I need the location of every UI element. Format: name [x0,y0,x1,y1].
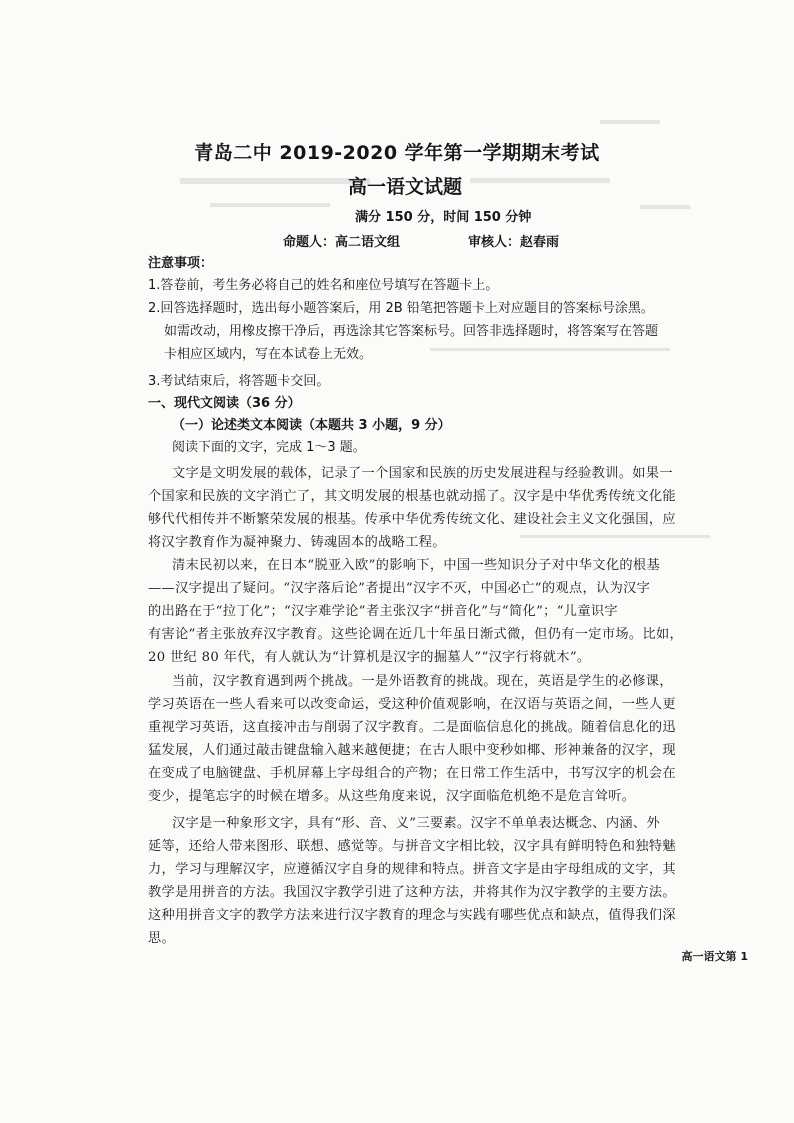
passage-line: 这种用拼音文字的教学方法来进行汉字教育的理念与实践有哪些优点和缺点，值得我们深 [148,908,676,923]
passage-line: 将汉字教育作为凝神聚力、铸魂固本的战略工程。 [148,535,446,550]
passage-line: 个国家和民族的文字消亡了，其文明发展的根基也就动摇了。汉字是中华优秀传统文化能 [148,489,676,504]
passage-line: 汉字是一种象形文字，具有“形、音、义”三要素。汉字不单单表达概念、内涵、外 [172,816,660,831]
page-footer: 高一语文第 1 [681,950,748,963]
scan-noise [600,120,660,124]
setter: 命题人：高二语文组 [283,235,401,250]
passage-line: 清末民初以来，在日本“脱亚入欧”的影响下，中国一些知识分子对中华文化的根基 [172,558,660,573]
passage-line: 的出路在于“拉丁化”；“汉字难学论”者主张汉字“拼音化”与“简化”；“儿童识字 [148,604,618,619]
passage-line: 20 世纪 80 年代，有人就认为“计算机是汉字的掘墓人”“汉字行将就木”。 [148,650,591,665]
notice-item: 卡相应区域内，写在本试卷上无效。 [164,347,373,362]
passage-line: 学习英语在一些人看来可以改变命运，受这种价值观影响，在汉语与英语之间，一些人更 [148,697,676,712]
passage-line: 在变成了电脑键盘、手机屏幕上字母组合的产物；在日常工作生活中，书写汉字的机会在 [148,766,676,781]
passage-line: 变少，提笔忘字的时候在增多。从这些角度来说，汉字面临危机绝不是危言耸听。 [148,789,636,804]
passage-line: 有害论”者主张放弃汉字教育。这些论调在近几十年虽日渐式微，但仍有一定市场。比如， [148,627,684,642]
notice-item: 如需改动，用橡皮擦干净后，再选涂其它答案标号。回答非选择题时，将答案写在答题 [164,324,659,339]
passage-line: 够代代相传并不断繁荣发展的根基。传承中华优秀传统文化、建设社会主义文化强国，应 [148,512,676,527]
notice-item: 3.考试结束后，将答题卡交回。 [148,374,330,389]
notice-item: 2.回答选择题时，选出每小题答案后，用 2B 铅笔把答题卡上对应题目的答案标号涂黑。 [148,301,654,316]
reviewer: 审核人：赵春雨 [468,235,560,250]
scan-noise [210,203,330,207]
passage-line: 力，学习与理解汉字，应遵循汉字自身的规律和特点。拼音文字是由字母组成的文字，其 [148,862,676,877]
scan-noise [430,348,670,351]
passage-line: 当前，汉字教育遇到两个挑战。一是外语教育的挑战。现在，英语是学生的必修课， [172,674,673,689]
scan-noise [640,205,690,209]
section-heading: 一、现代文阅读（36 分） [148,396,301,411]
exam-title: 青岛二中 2019-2020 学年第一学期期末考试 [194,142,600,164]
instruction: 阅读下面的文字，完成 1～3 题。 [172,440,366,455]
passage-line: 延等，还给人带来图形、联想、感觉等。与拼音文字相比较，汉字具有鲜明特色和独特魅 [148,839,676,854]
passage-line: 文字是文明发展的载体，记录了一个国家和民族的历史发展进程与经验教训。如果一 [172,466,673,481]
passage-line: ——汉字提出了疑问。“汉字落后论”者提出“汉字不灭，中国必亡”的观点，认为汉字 [148,581,651,596]
passage-line: 重视学习英语，这直接冲击与削弱了汉字教育。二是面临信息化的挑战。随着信息化的迅 [148,720,676,735]
notice-item: 1.答卷前，考生务必将自己的姓名和座位号填写在答题卡上。 [148,278,499,293]
sub-heading: （一）论述类文本阅读（本题共 3 小题，9 分） [172,418,451,433]
passage-line: 猛发展，人们通过敲击键盘输入越来越便捷；在古人眼中变秒如椰、形神兼备的汉字，现 [148,743,676,758]
score-time: 满分 150 分，时间 150 分钟 [355,210,532,225]
passage-line: 思。 [148,931,176,946]
notice-heading: 注意事项： [148,256,214,271]
exam-subtitle: 高一语文试题 [347,176,462,198]
passage-line: 教学是用拼音的方法。我国汉字教学引进了这种方法，并将其作为汉字教学的主要方法。 [148,885,676,900]
